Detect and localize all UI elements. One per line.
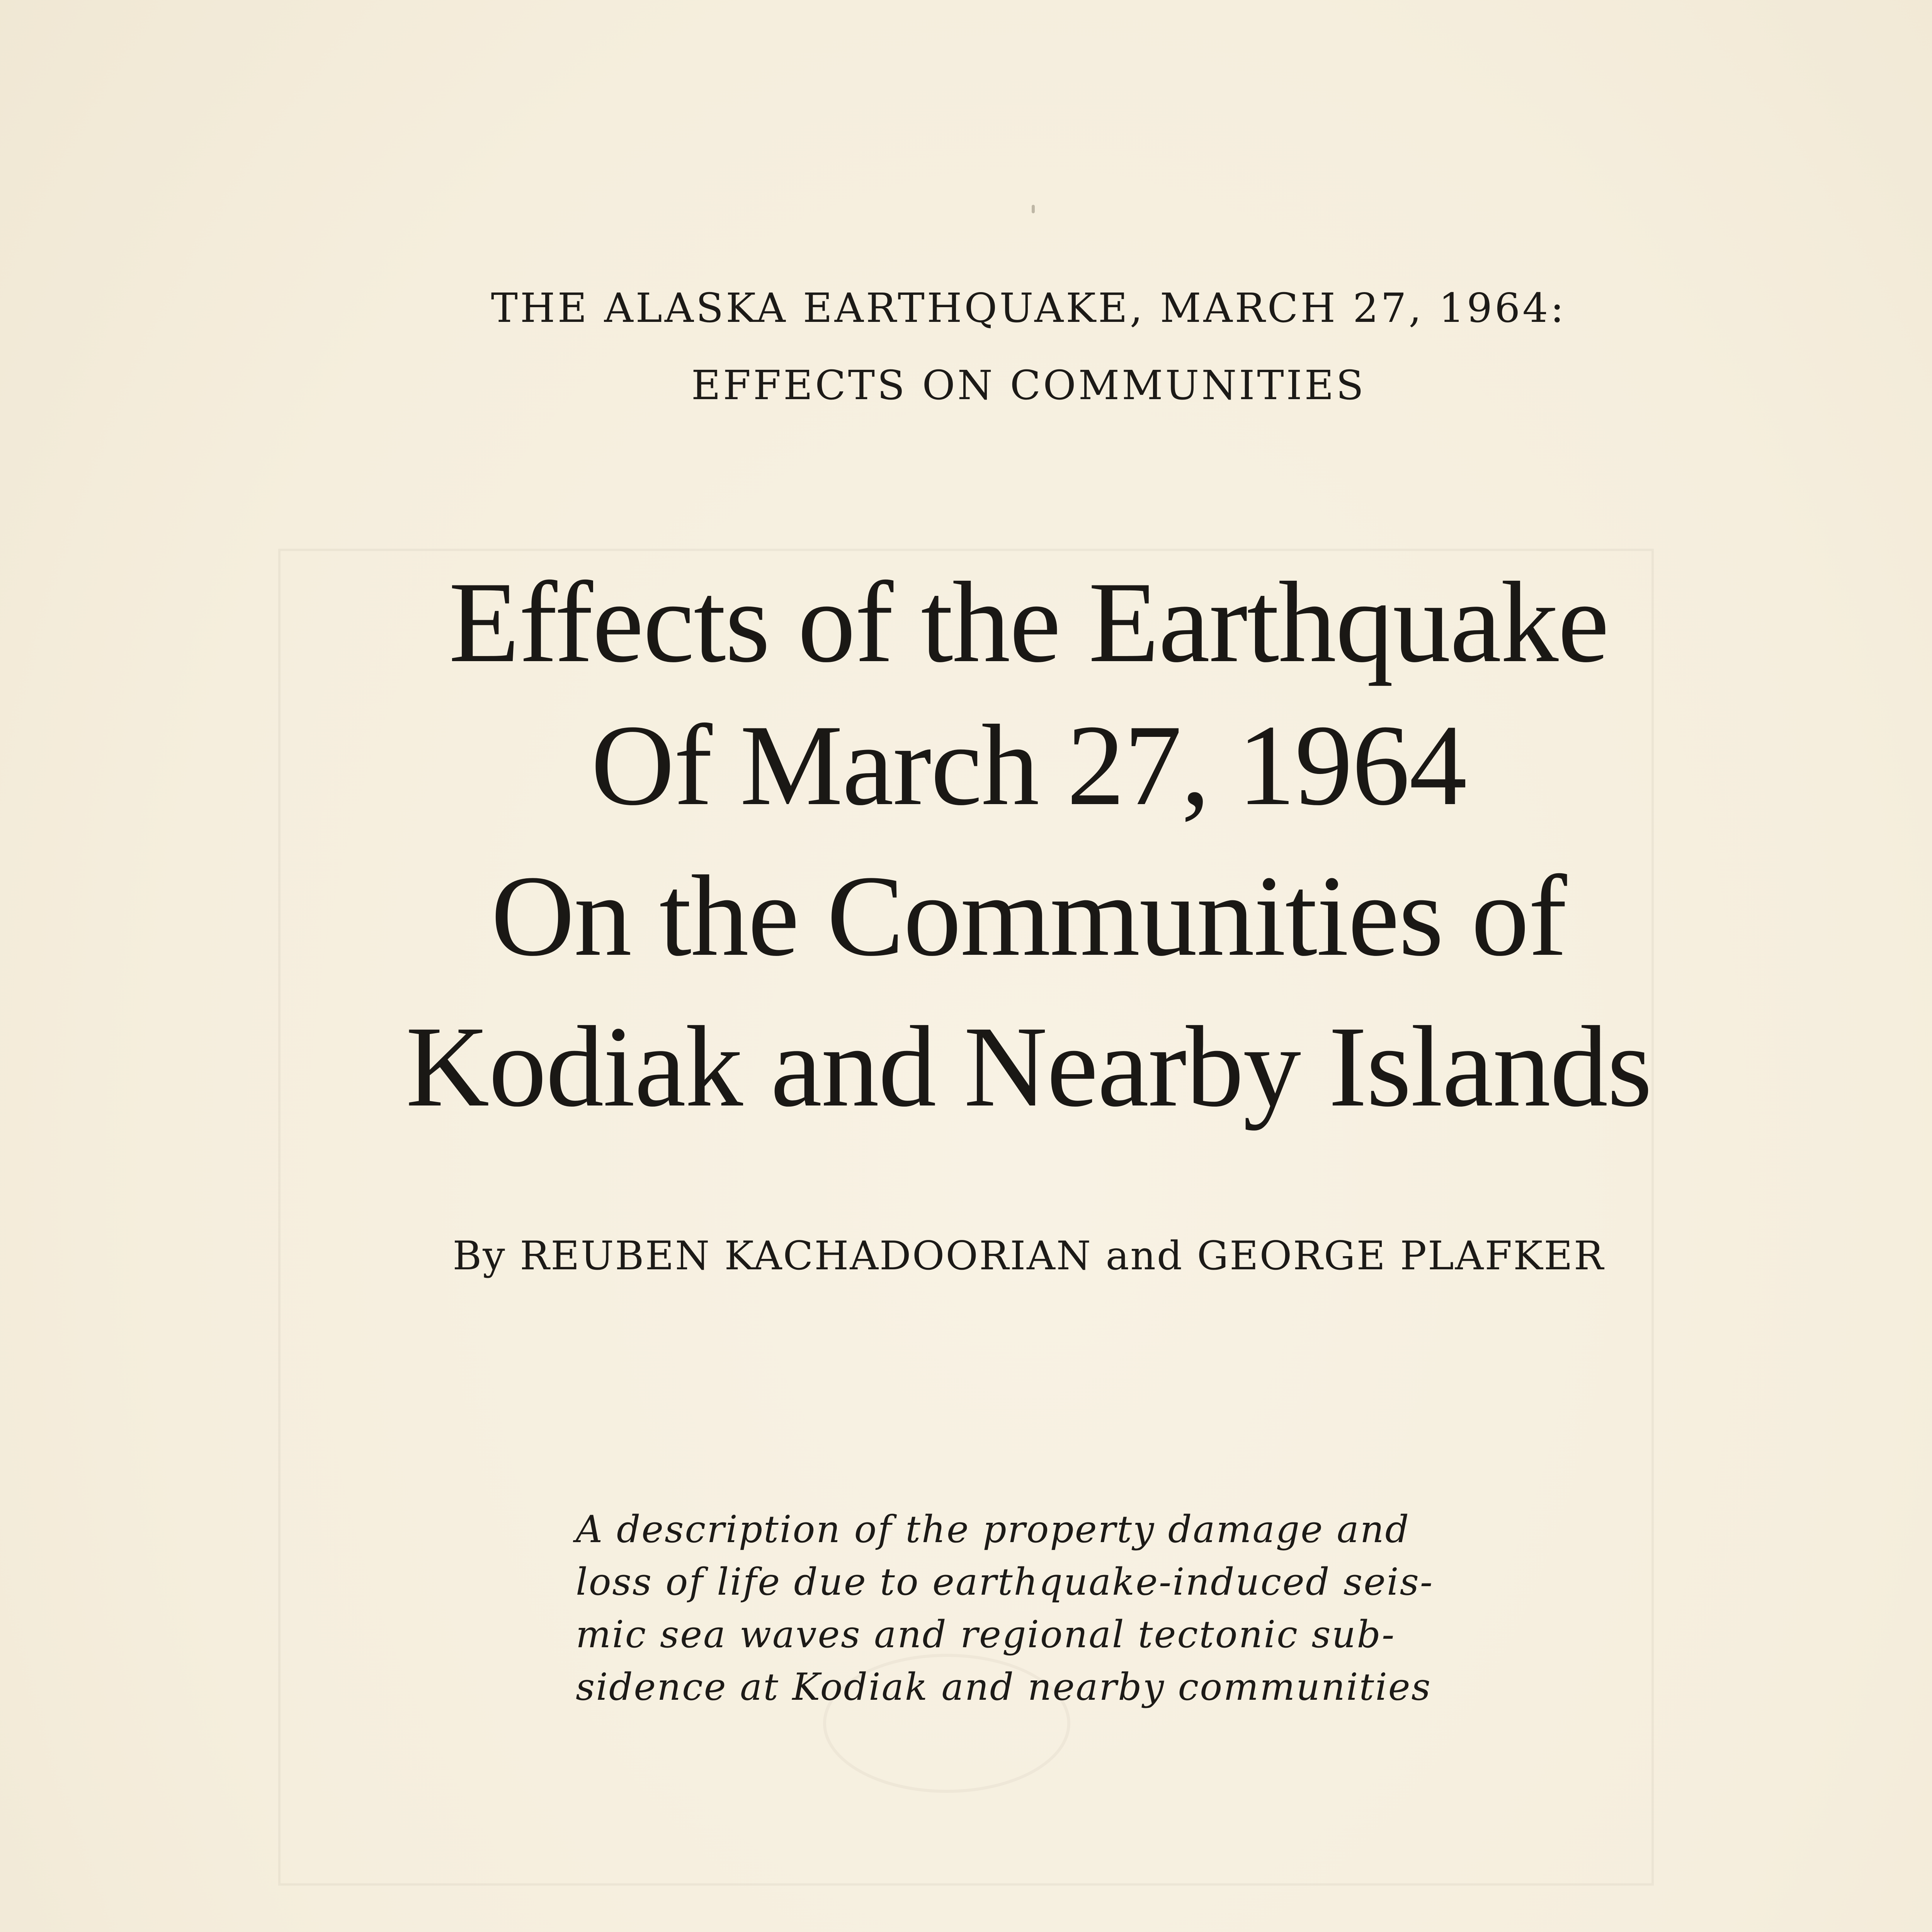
authors-line: By REUBEN KACHADOORIAN and GEORGE PLAFKER xyxy=(452,1233,1605,1279)
title-line-2: Of March 27, 1964 xyxy=(591,701,1466,829)
abstract-line-2: loss of life due to earthquake-induced seis- xyxy=(576,1560,1434,1604)
abstract-line-3: mic sea waves and regional tectonic sub- xyxy=(576,1613,1396,1656)
title-line-4: Kodiak and Nearby Islands xyxy=(405,1002,1652,1131)
paper-speck xyxy=(1032,205,1035,213)
title-line-1: Effects of the Earthquake xyxy=(449,558,1609,686)
abstract-line-1: A description of the property damage and xyxy=(576,1508,1410,1551)
abstract xyxy=(576,1503,1434,1713)
series-header-line-2: EFFECTS ON COMMUNITIES xyxy=(691,362,1366,409)
title-line-3: On the Communities of xyxy=(491,852,1566,980)
abstract-line-4: sidence at Kodiak and nearby communities xyxy=(576,1665,1432,1709)
series-header-line-1: THE ALASKA EARTHQUAKE, MARCH 27, 1964: xyxy=(491,284,1566,332)
